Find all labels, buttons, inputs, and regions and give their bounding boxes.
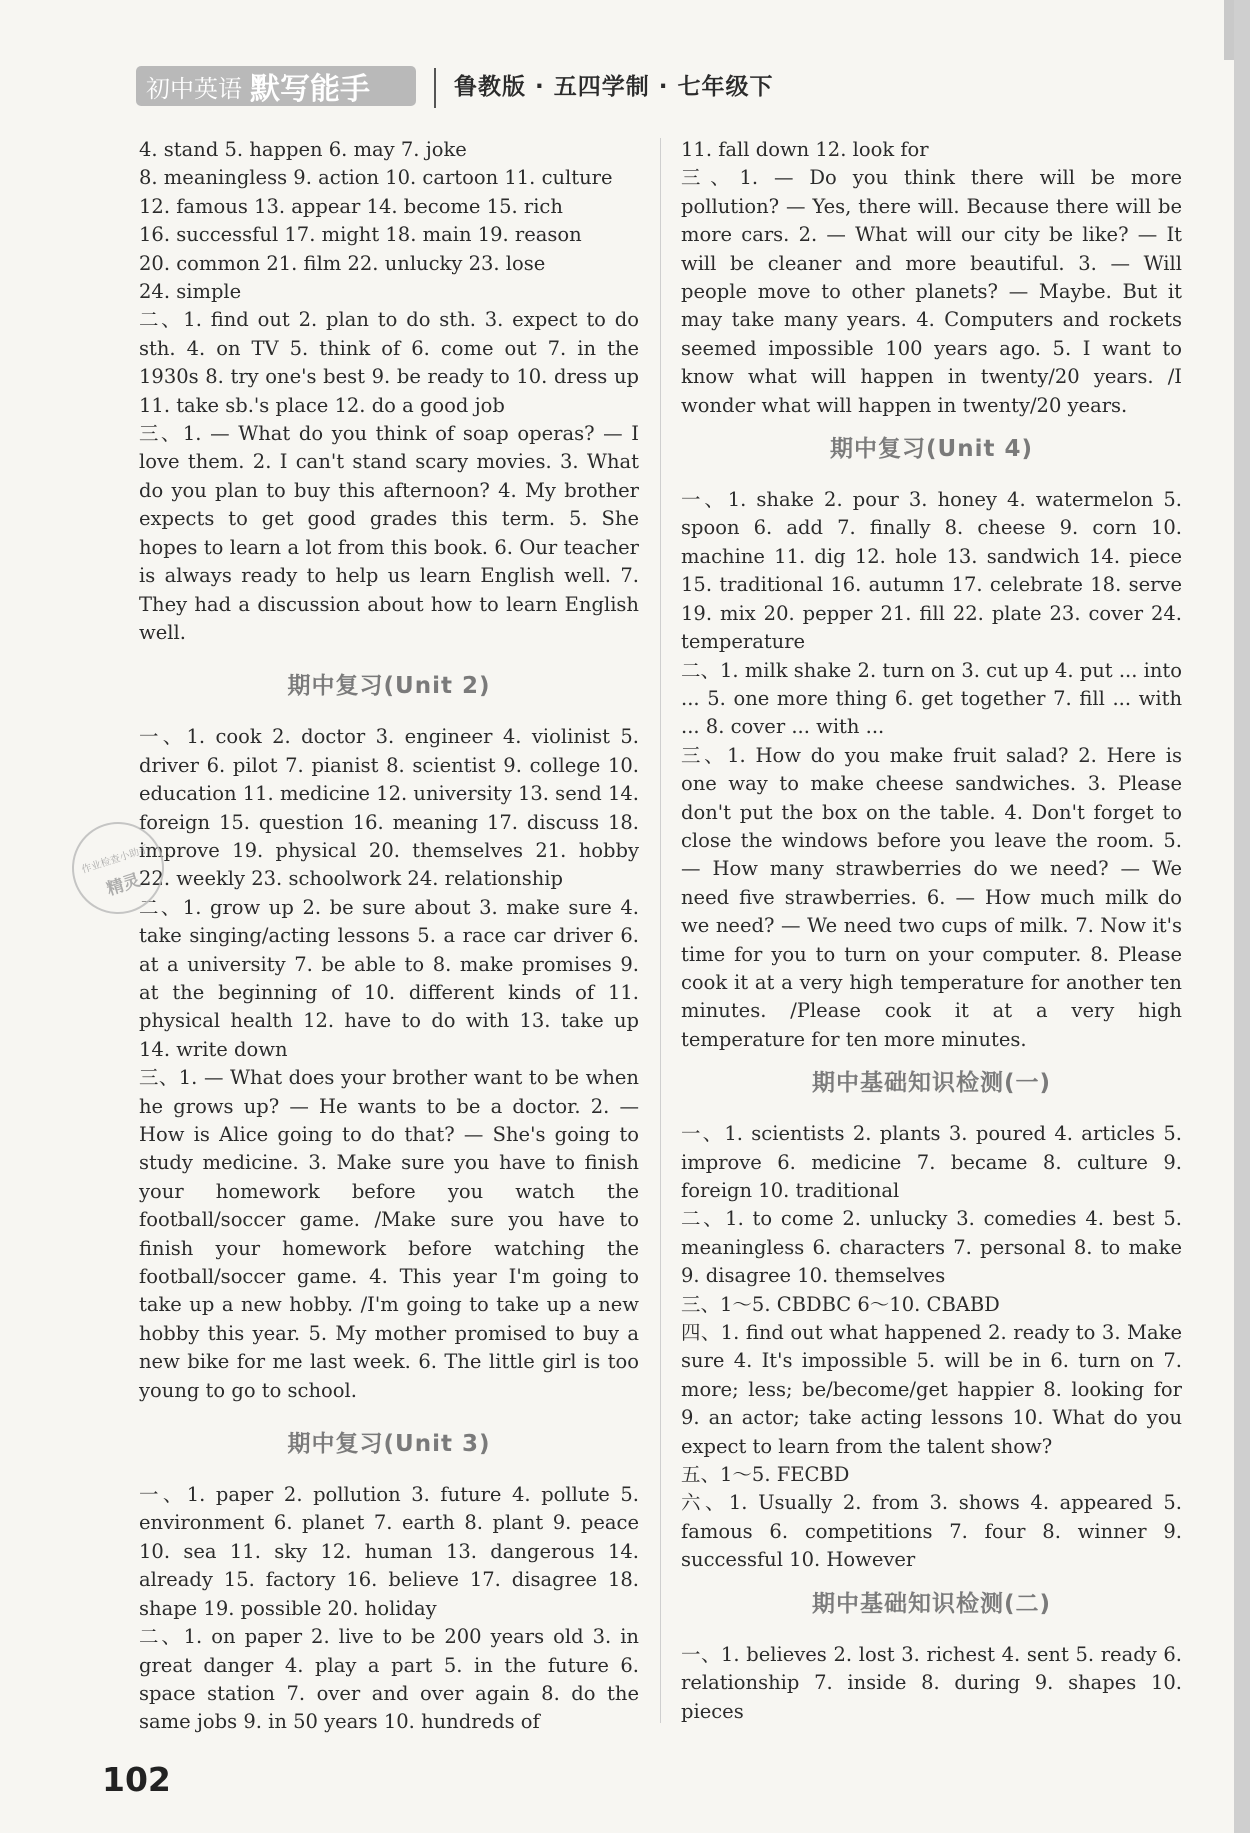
right-column (681, 136, 1182, 1726)
section-title-unit2: 期中复习(Unit 2) (287, 673, 491, 700)
answer-paragraph: 二、1. milk shake 2. turn on 3. cut up 4. put ... into ... 5. one more thing 6. get together 7. fill ... with ... 8. cover ... with ... (681, 658, 1182, 739)
section-title-unit3: 期中复习(Unit 3) (287, 1431, 491, 1458)
answer-paragraph: 三、1. How do you make fruit salad? 2. Here is one way to make cheese sandwiches. 3. Please don't put the box on the table. 4. Don't forget to close the windows before you leave the room. 5. — How many strawberries do we need? — We need five strawberries. 6. — How much milk do we need? — We need two cups of milk. 7. Now it's time for you to turn on your computer. 8. Please cook it at a very high temperature for another ten minutes. /Please cook it at a very high temperature for ten more minutes. (681, 743, 1182, 1051)
answer-paragraph: 五、1～5. FECBD (681, 1463, 850, 1487)
answer-paragraph: 四、1. find out what happened 2. ready to 3. Make sure 4. It's impossible 5. will be in 6. turn on 7. more; less; be/become/get happier 8. looking for 9. an actor; take acting lessons 10. What do you expect to learn from the talent show? (681, 1321, 1182, 1458)
answer-line: 4. stand 5. happen 6. may 7. joke (139, 138, 467, 161)
page-number: 102 (102, 1760, 171, 1799)
answer-paragraph: 一、1. believes 2. lost 3. richest 4. sent 5. ready 6. relationship 7. inside 8. during 9. shapes 10. pieces (681, 1642, 1182, 1723)
header-divider (434, 68, 436, 108)
answer-paragraph: 二、1. on paper 2. live to be 200 years old 3. in great danger 4. play a part 5. in the future 6. space station 7. over and over again 8. do the same jobs 9. in 50 years 10. hundreds of (139, 1625, 639, 1734)
left-column (139, 136, 639, 1737)
answer-paragraph: 三、1. — What do you think of soap operas? — I love them. 2. I can't stand scary movies. 3. What do you plan to buy this afternoon? 4. My brother expects to get good grades this term. 5. She hopes to learn a lot from this book. 6. Our teacher is always ready to help us learn English well. 7. They had a discussion about how to learn English well. (139, 422, 639, 644)
answer-paragraph: 一、1. shake 2. pour 3. honey 4. watermelon 5. spoon 6. add 7. finally 8. cheese 9. corn 10. machine 11. dig 12. hole 13. sandwich 14. piece 15. traditional 16. autumn 17. celebrate 18. serve 19. mix 20. pepper 21. fill 22. plate 23. cover 24. temperature (681, 488, 1182, 654)
logo-big-text: 默写能手 (250, 72, 370, 107)
answer-line: 20. common 21. film 22. unlucky 23. lose (139, 251, 546, 275)
section-title-unit4: 期中复习(Unit 4) (830, 436, 1033, 463)
answer-paragraph: 三、1. — What does your brother want to be when he grows up? — He wants to be a doctor. 2. — How is Alice going to do that? — She's going to study medicine. 3. Make sure you have to finish your homework before you watch the football/soccer game. /Make sure you have to finish your homework before watching the football/soccer game. 4. This year I'm going to take up a new hobby. /I'm going to take up a new hobby this year. 5. My mother promised to buy a new bike for me last week. 6. The little girl is too young to go to school. (139, 1066, 639, 1402)
stamp-line-2: 精灵 (104, 870, 143, 900)
answer-paragraph: 一、1. paper 2. pollution 3. future 4. pollute 5. environment 6. planet 7. earth 8. plant 9. peace 10. sea 11. sky 12. human 13. dangerous 14. already 15. factory 16. believe 17. disagree 18. shape 19. possible 20. holiday (139, 1483, 639, 1620)
answer-paragraph: 一、1. cook 2. doctor 3. engineer 4. violinist 5. driver 6. pilot 7. pianist 8. scientist 9. college 10. education 11. medicine 12. university 13. send 14. foreign 15. question 16. meaning 17. discuss 18. improve 19. physical 20. themselves 21. hobby 22. weekly 23. schoolwork 24. relationship (139, 725, 639, 891)
column-divider (660, 138, 661, 1723)
answer-paragraph: 三、1～5. CBDBC 6～10. CBABD (681, 1292, 1000, 1316)
answer-line: 16. successful 17. might 18. main 19. reason (139, 223, 582, 247)
answer-paragraph: 二、1. grow up 2. be sure about 3. make sure 4. take singing/acting lessons 5. a race car driver 6. at a university 7. be able to 8. make promises 9. at the beginning of 10. different kinds of 11. physical health 12. have to do with 13. take up 14. write down (139, 895, 639, 1061)
answer-paragraph: 三、1. — Do you think there will be more pollution? — Yes, there will. Because there will be more cars. 2. — What will our city be like? — It will be cleaner and more beautiful. 3. — Will people move to other planets? — Maybe. But it may take many years. 4. Computers and rockets seemed impossible 100 years ago. 5. I want to know what will happen in twenty/20 years. /I wonder what will happen in twenty/20 years. (681, 166, 1182, 417)
answer-line: 24. simple (139, 280, 242, 304)
answer-paragraph: 11. fall down 12. look for (681, 138, 929, 161)
header-subtitle: 鲁教版 · 五四学制 · 七年级下 (454, 74, 774, 100)
section-title-test2: 期中基础知识检测(二) (811, 1590, 1052, 1617)
answer-line: 8. meaningless 9. action 10. cartoon 11. culture (139, 166, 613, 190)
page-header (136, 64, 1136, 114)
page-edge (1234, 0, 1250, 1833)
answer-paragraph: 二、1. find out 2. plan to do sth. 3. expect to do sth. 4. on TV 5. think of 6. come out 7. in the 1930s 8. try one's best 9. be ready to 10. dress up 11. take sb.'s place 12. do a good job (139, 308, 639, 417)
answer-paragraph: 六、1. Usually 2. from 3. shows 4. appeared 5. famous 6. competitions 7. four 8. winner 9. successful 10. However (681, 1491, 1182, 1572)
answer-paragraph: 一、1. scientists 2. plants 3. poured 4. articles 5. improve 6. medicine 7. became 8. culture 9. foreign 10. traditional (681, 1122, 1182, 1202)
logo-small-text: 初中英语 (146, 74, 242, 103)
series-logo (136, 66, 416, 106)
stamp-line-1: 作业检查小助手 (80, 843, 151, 876)
answer-paragraph: 二、1. to come 2. unlucky 3. comedies 4. best 5. meaningless 6. characters 7. personal 8. to make 9. disagree 10. themselves (681, 1207, 1182, 1288)
answer-line: 12. famous 13. appear 14. become 15. rich (139, 194, 563, 218)
section-title-test1: 期中基础知识检测(一) (811, 1070, 1052, 1097)
